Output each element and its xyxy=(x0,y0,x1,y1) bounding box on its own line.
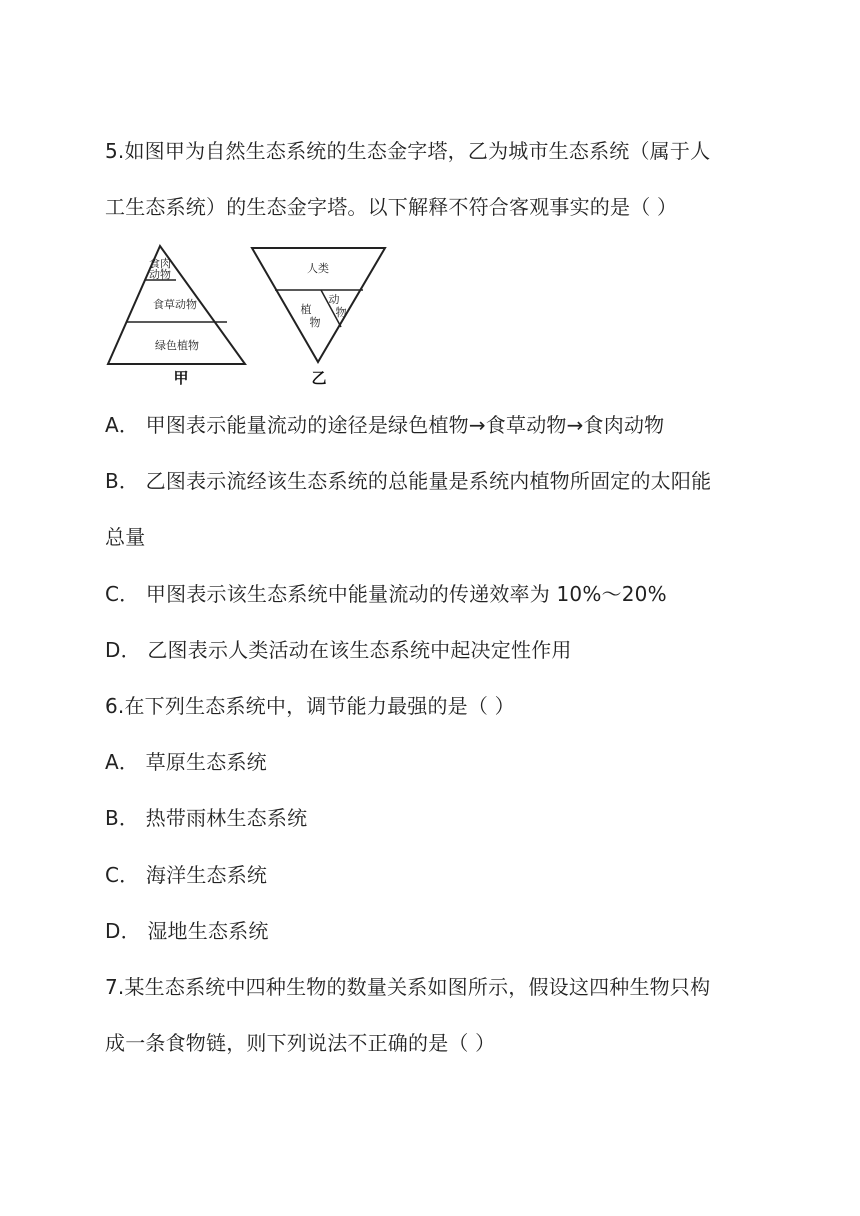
pyramid-yi xyxy=(252,248,385,387)
q5-option-b-line1: B． 乙图表示流经该生态系统的总能量是系统内植物所固定的太阳能 xyxy=(105,469,712,493)
q6-option-b: B． 热带雨林生态系统 xyxy=(105,806,308,830)
pyramid-jia-level-top-line1: 食肉 xyxy=(149,257,171,270)
pyramid-jia xyxy=(108,246,245,387)
pyramid-yi-left-line1: 植 xyxy=(300,303,312,316)
q5-stem-line1: 5.如图甲为自然生态系统的生态金字塔，乙为城市生态系统（属于人 xyxy=(105,139,711,163)
q6-option-d: D． 湿地生态系统 xyxy=(105,919,269,943)
pyramid-yi-right-line2: 物 xyxy=(335,306,347,319)
pyramid-jia-level-mid: 食草动物 xyxy=(153,298,197,311)
q5-option-b-line2: 总量 xyxy=(105,525,146,549)
pyramid-jia-level-top-line2: 动物 xyxy=(149,268,171,281)
q6-option-a: A． 草原生态系统 xyxy=(105,750,267,774)
q6-stem: 6.在下列生态系统中，调节能力最强的是（ ） xyxy=(105,694,515,718)
pyramid-jia-level-base: 绿色植物 xyxy=(155,339,199,352)
q6-option-c: C． 海洋生态系统 xyxy=(105,863,268,887)
pyramid-yi-left-line2: 物 xyxy=(309,316,321,329)
pyramid-jia-caption: 甲 xyxy=(173,369,189,387)
q7-stem-line1: 7.某生态系统中四种生物的数量关系如图所示，假设这四种生物只构 xyxy=(105,975,711,999)
q5-option-c: C． 甲图表示该生态系统中能量流动的传递效率为 10%～20% xyxy=(105,582,667,606)
q5-option-d: D． 乙图表示人类活动在该生态系统中起决定性作用 xyxy=(105,638,572,662)
pyramid-yi-caption: 乙 xyxy=(311,369,327,387)
q7-stem-line2: 成一条食物链，则下列说法不正确的是（ ） xyxy=(105,1031,496,1055)
pyramid-yi-top: 人类 xyxy=(307,262,329,275)
q5-stem-line2: 工生态系统）的生态金字塔。以下解释不符合客观事实的是（ ） xyxy=(105,195,678,219)
q5-option-a: A． 甲图表示能量流动的途径是绿色植物→食草动物→食肉动物 xyxy=(105,413,665,437)
q5-pyramid-figure xyxy=(105,240,405,390)
pyramid-yi-right-line1: 动 xyxy=(328,293,340,306)
